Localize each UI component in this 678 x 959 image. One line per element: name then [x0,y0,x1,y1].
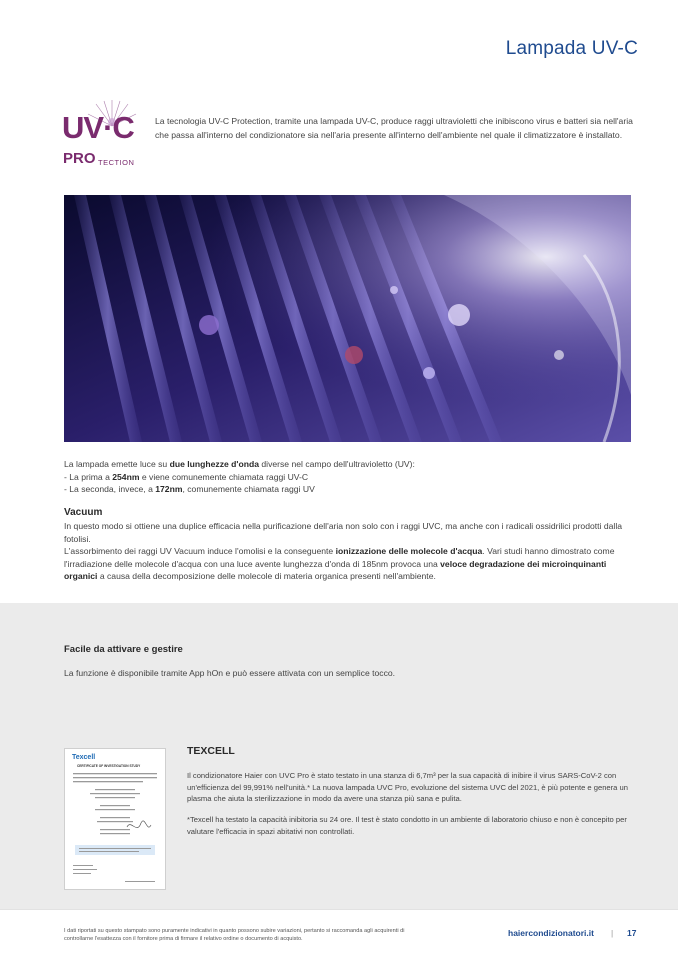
cert-title: CERTIFICATE OF INVESTIGATION STUDY [77,764,141,768]
logo-pro-text: PRO [63,150,96,167]
texcell-heading: TEXCELL [187,745,235,757]
logo-uvc-text: UV·C [62,110,134,145]
footer-separator: | [611,928,614,938]
footer-website-link[interactable]: haiercondizionatori.it [508,928,594,938]
logo-tection-text: TECTION [98,158,135,167]
texcell-certificate-image [64,748,166,890]
texcell-note: *Texcell ha testato la capacità inibitoria su 24 ore. Il test è stato condotto in un ambiente di laboratorio chiuso e non è concepito per valutare l'efficacia in spazi abitativi non controllati. [187,815,627,836]
footer-disclaimer: I dati riportati su questo stampato sono puramente indicativi in quanto possono subire variazioni, pertanto si raccomanda agli acquirenti di controllarne l'esattezza con il fornitore prima di firmare il relativo ordine o documento di acquisto. [64,928,405,942]
page-title: Lampada UV-C [505,38,638,59]
vacuum-text: In questo modo si ottiene una duplice efficacia nella purificazione dell'aria non solo con i raggi UVC, ma anche con i radicali ossidrilici prodotti dalla fotolisi. L'assorbimento dei raggi UV Vacuum induce l'omolisi e la conseguente ionizzazione delle molecole d'acqua. Vari studi hanno dimostrato come l'irradiazione delle molecole d'acqua con una luce avente lunghezza d'onda di 185nm provoca una veloce degradazione dei microinquinanti organici a causa della decomposizione delle molecole di materia organica presenti nell'ambiente. [64,521,623,581]
texcell-paragraph: Il condizionatore Haier con UVC Pro è stato testato in una stanza di 6,7m³ per la sua capacità di inibire il virus SARS-CoV-2 con un'efficienza del 99,991% nell'unità.* La nuova lampada UVC Pro, evoluzione del sistema UVC del 2021, è più potente e genera un plasma che aiuta la sterilizzazione in modo da avere una stanza più sana e pulita. [187,771,628,803]
cert-brand: Texcell [72,754,96,761]
wavelength-text: La lampada emette luce su due lunghezze d'onda diverse nel campo dell'ultravioletto (UV): - La prima a 254nm e viene comunemente chiamata raggi UV-C - La seconda, invece, a 172nm, comunemente chiamata raggi UV [64,459,415,494]
vacuum-heading: Vacuum [64,507,103,518]
uv-lamp-hero-image [64,195,631,442]
certificate-document-icon [65,749,165,889]
footer-divider [0,909,678,910]
page-number: 17 [627,928,637,938]
facile-text: La funzione è disponibile tramite App hOn e può essere attivata con un semplice tocco. [64,668,396,678]
facile-heading: Facile da attivare e gestire [64,644,183,655]
intro-paragraph: La tecnologia UV-C Protection, tramite una lampada UV-C, produce raggi ultravioletti che inibiscono virus e batteri sia nell'aria che passa all'interno del condizionatore sia nell'aria presente all'interno dell'ambiente nel quale il climatizzatore è installato. [155,116,633,140]
uvc-protection-logo [62,98,142,174]
